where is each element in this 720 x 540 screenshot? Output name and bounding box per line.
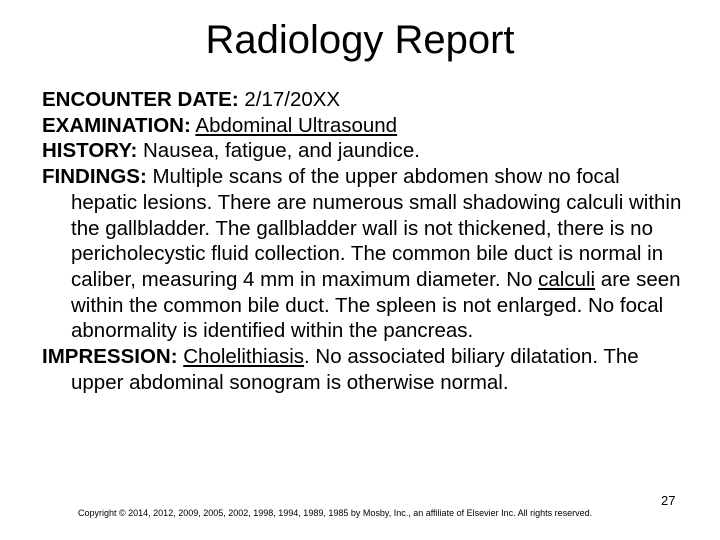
examination-label: EXAMINATION: xyxy=(42,113,191,137)
findings-text-after: are seen within the common bile duct. The spleen is not enlarged. No focal abnormality is identified within the pancreas. xyxy=(71,267,681,343)
findings-underlined-term: calculi xyxy=(538,267,596,291)
history-value: Nausea, fatigue, and jaundice. xyxy=(143,139,420,163)
impression-label: IMPRESSION: xyxy=(42,345,178,369)
examination-value: Abdominal Ultrasound xyxy=(195,113,398,137)
history-section xyxy=(42,138,682,164)
encounter-date-section xyxy=(42,87,682,113)
findings-section xyxy=(42,164,682,344)
encounter-date-label: ENCOUNTER DATE: xyxy=(42,88,239,111)
impression-underlined-term: Cholelithiasis xyxy=(183,345,305,369)
encounter-date-value: 2/17/20XX xyxy=(244,88,341,111)
impression-section xyxy=(42,344,682,395)
impression-text-after: . No associated biliary dilatation. The upper abdominal sonogram is otherwise normal. xyxy=(71,345,639,394)
radiology-report xyxy=(42,87,682,395)
findings-label: FINDINGS: xyxy=(42,165,147,189)
page-number: 27 xyxy=(661,493,676,508)
findings-text-before: Multiple scans of the upper abdomen show no focal hepatic lesions. There are numerous small shadowing calculi within the gallbladder. The gallbladder wall is not thickened, there is no pericholecystic fluid collection. The common bile duct is normal in caliber, measuring 4 mm in maximum diameter. No xyxy=(71,165,682,291)
copyright-notice: Copyright © 2014, 2012, 2009, 2005, 2002, 1998, 1994, 1989, 1985 by Mosby, Inc., an affiliate of Elsevier Inc. All rights reserved. xyxy=(78,508,593,518)
history-label: HISTORY: xyxy=(42,139,138,163)
slide-title: Radiology Report xyxy=(205,18,515,62)
examination-section xyxy=(42,113,682,139)
